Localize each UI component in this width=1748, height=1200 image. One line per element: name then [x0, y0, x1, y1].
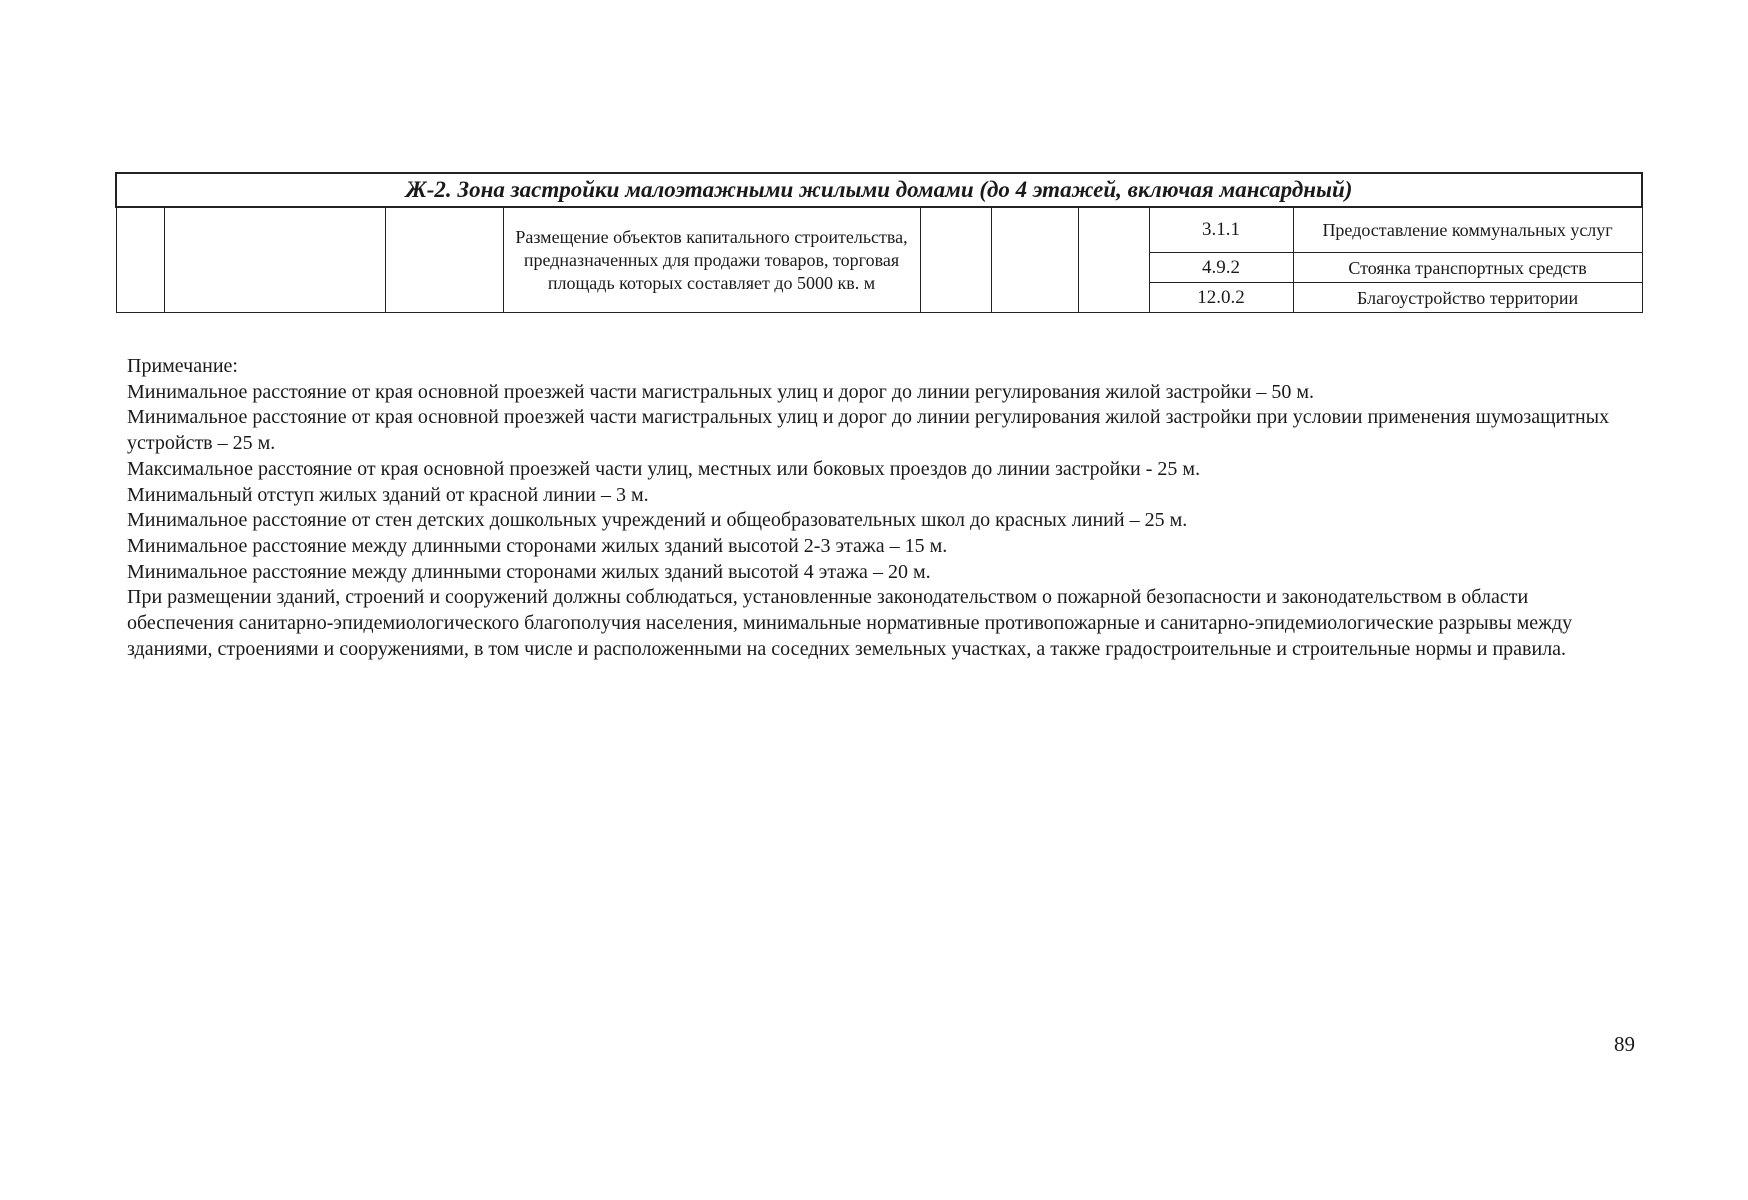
- zone-title: Ж-2. Зона застройки малоэтажными жилыми домами (до 4 этажей, включая мансардный): [116, 173, 1642, 207]
- main-use-description: Размещение объектов капитального строительства, предназначенных для продажи товаров, торговая площадь которых составляет до 5000 кв. м: [503, 207, 920, 313]
- aux-use-name: Благоустройство территории: [1293, 283, 1642, 313]
- empty-cell: [920, 207, 991, 313]
- table-row: [116, 207, 1642, 253]
- notes-heading: Примечание:: [127, 355, 238, 377]
- note-item: При размещении зданий, строений и сооружений должны соблюдаться, установленные законодательством о пожарной безопасности и законодательством в области обеспечения санитарно-эпидемиологического благополучия населения, минимальные нормативные противопожарные и санитарно-эпидемиологические разрывы между зданиями, строениями и сооружениями, в том числе и расположенными на соседних земельных участках, а также градостроительные и строительные нормы и правила.: [127, 586, 1573, 660]
- page-number: 89: [1614, 1032, 1635, 1056]
- note-item: Минимальное расстояние от стен детских дошкольных учреждений и общеобразовательных школ до красных линий – 25 м.: [127, 509, 1188, 532]
- aux-use-name: Предоставление коммунальных услуг: [1293, 207, 1642, 253]
- table-title-row: [116, 173, 1642, 207]
- aux-use-code: 4.9.2: [1149, 253, 1293, 283]
- empty-cell: [116, 207, 164, 313]
- aux-use-name: Стоянка транспортных средств: [1293, 253, 1642, 283]
- aux-use-code: 3.1.1: [1149, 207, 1293, 253]
- empty-cell: [991, 207, 1078, 313]
- note-item: Минимальное расстояние от края основной проезжей части магистральных улиц и дорог до линии регулирования жилой застройки при условии применения шумозащитных устройств – 25 м.: [127, 406, 1610, 455]
- empty-cell: [385, 207, 503, 313]
- notes-section: [127, 354, 1627, 662]
- empty-cell: [164, 207, 385, 313]
- note-item: Минимальный отступ жилых зданий от красной линии – 3 м.: [127, 483, 649, 506]
- empty-cell: [1078, 207, 1149, 313]
- zone-table: [115, 172, 1643, 313]
- note-item: Максимальное расстояние от края основной проезжей части улиц, местных или боковых проездов до линии застройки - 25 м.: [127, 457, 1201, 480]
- note-item: Минимальное расстояние от края основной проезжей части магистральных улиц и дорог до линии регулирования жилой застройки – 50 м.: [127, 380, 1314, 403]
- aux-use-code: 12.0.2: [1149, 283, 1293, 313]
- note-item: Минимальное расстояние между длинными сторонами жилых зданий высотой 2-3 этажа – 15 м.: [127, 534, 948, 557]
- note-item: Минимальное расстояние между длинными сторонами жилых зданий высотой 4 этажа – 20 м.: [127, 560, 931, 583]
